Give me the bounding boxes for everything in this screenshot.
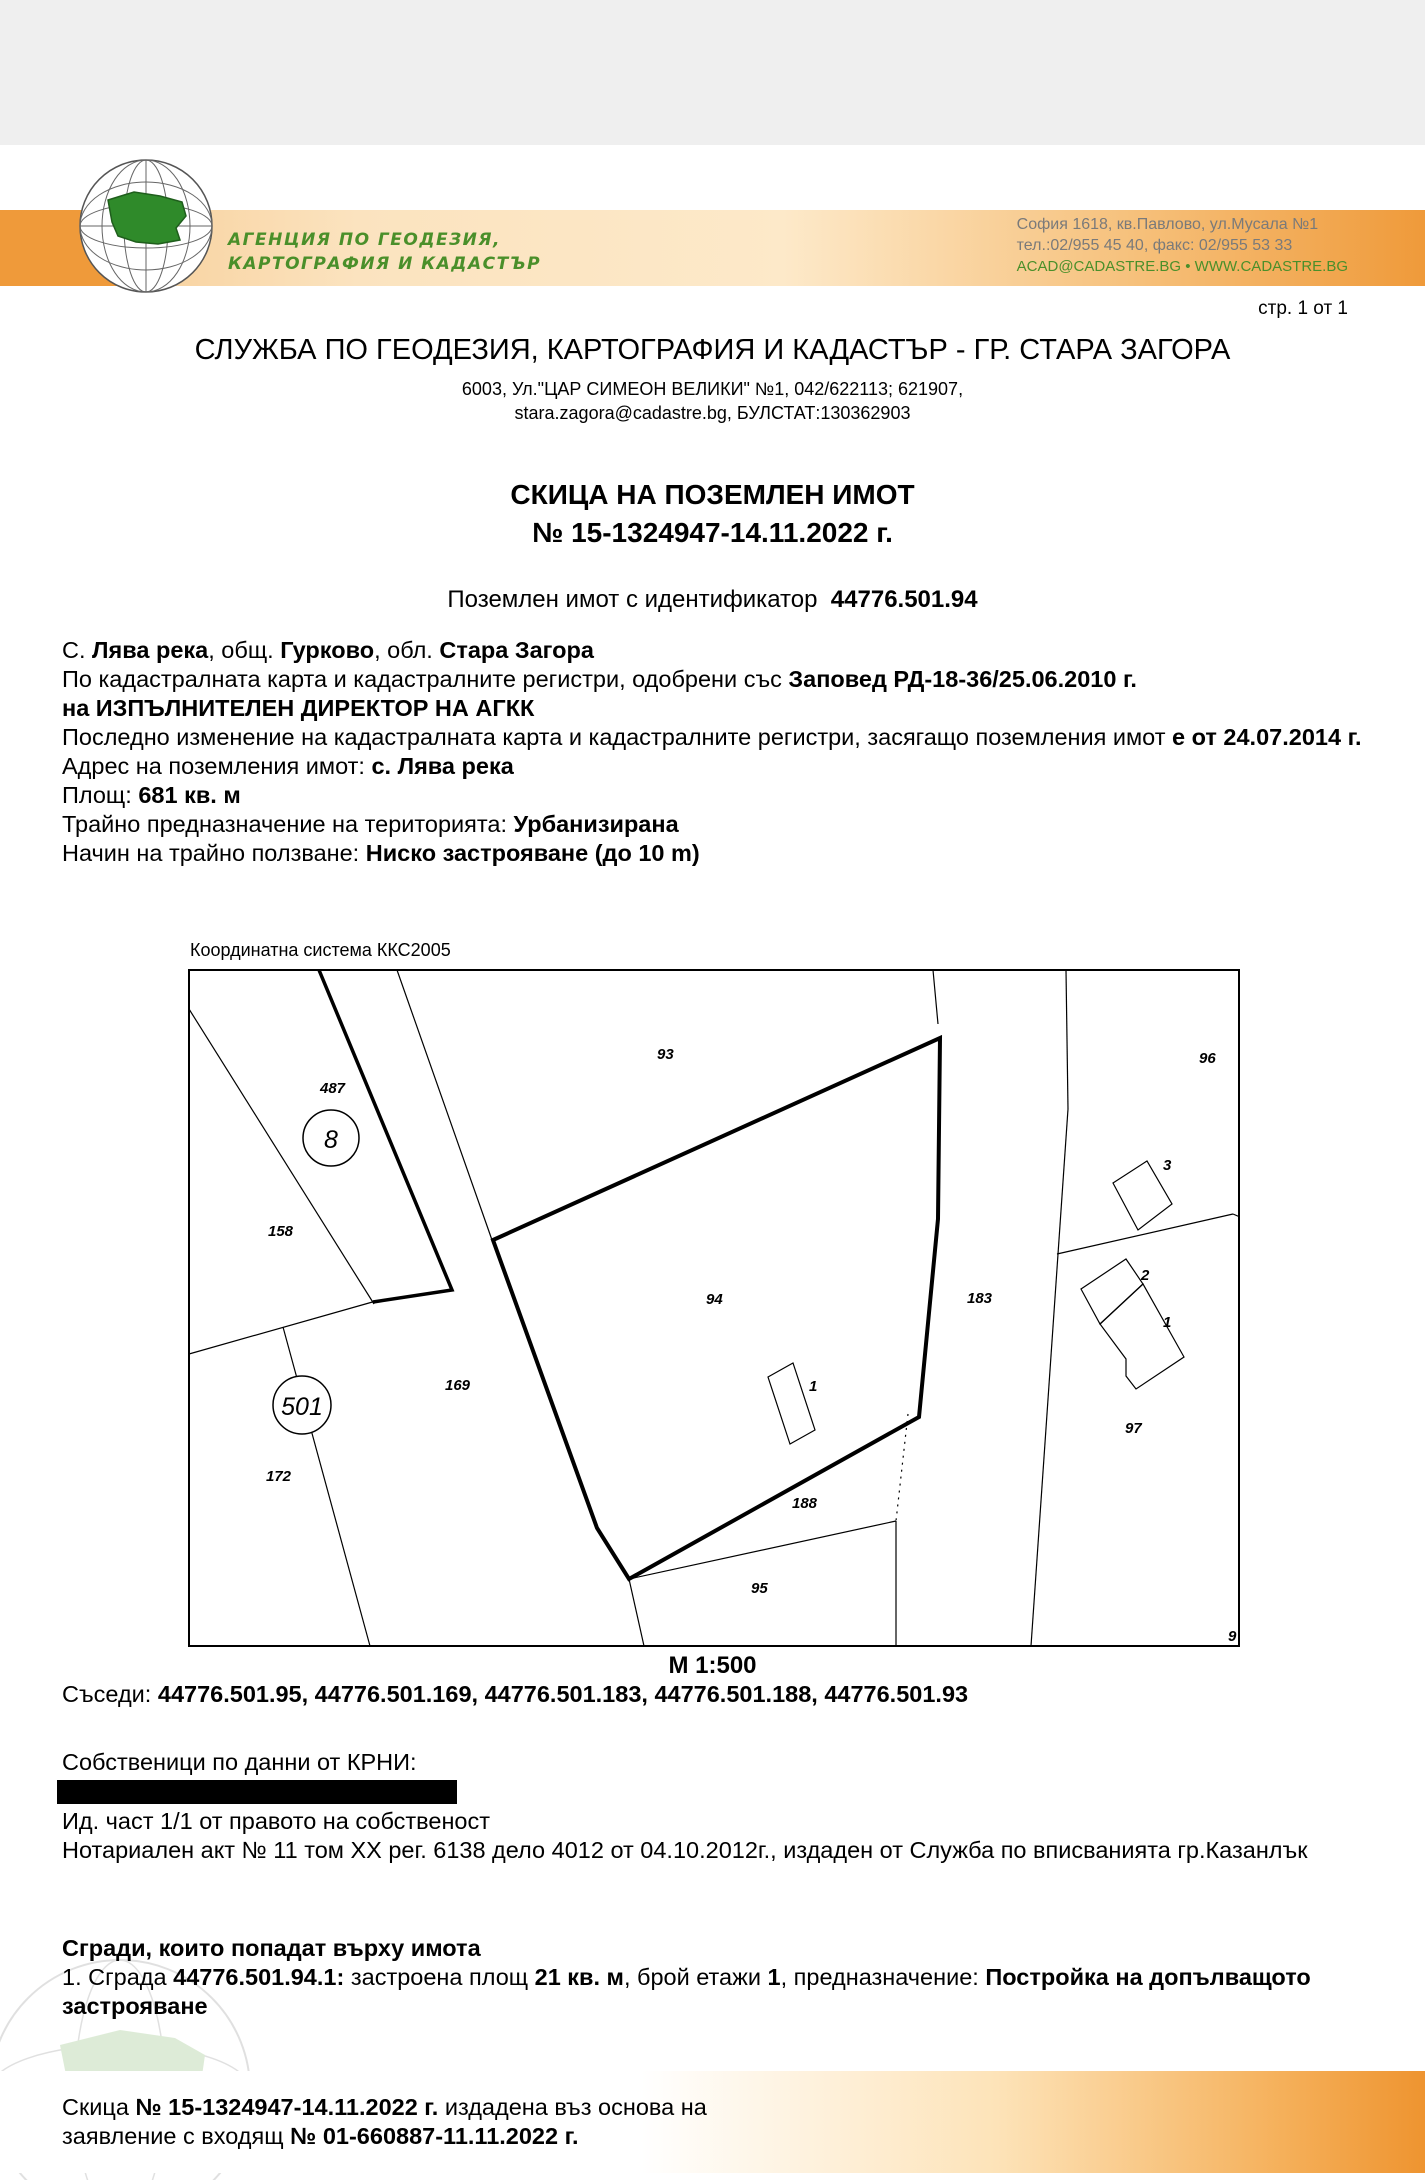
office-address-line1: 6003, Ул."ЦАР СИМЕОН ВЕЛИКИ" №1, 042/622113; 621907,: [461, 379, 964, 399]
label-169: 169: [445, 1377, 471, 1394]
building-purpose-label: , предназначение:: [780, 1964, 979, 1990]
label-487: 487: [320, 1080, 346, 1097]
building-floors-label: , брой етажи: [623, 1964, 761, 1990]
footer-note: [62, 2093, 707, 2151]
neighbors-line: [62, 1681, 968, 1708]
footer-sketch-number: № 15-1324947-14.11.2022 г.: [135, 2094, 439, 2120]
building-built-area: 21 кв. м: [534, 1964, 624, 1990]
property-info: [62, 636, 1372, 868]
identifier-label: Поземлен имот с идентификатор: [447, 586, 818, 613]
contact-address: София 1618, кв.Павлово, ул.Мусала №1: [1016, 216, 1319, 233]
map-scale: М 1:500: [668, 1652, 757, 1679]
usage-line: [62, 839, 1372, 868]
buildings-section: [62, 1934, 1372, 2021]
map-approval-line: [62, 665, 1372, 694]
owners-section: [62, 1748, 1372, 1865]
label-building-1: 1: [809, 1378, 818, 1395]
label-9: 9: [1228, 1628, 1237, 1645]
area-line: [62, 781, 1372, 810]
agency-name-line1: АГЕНЦИЯ ПО ГЕОДЕЗИЯ,: [228, 230, 501, 250]
label-93: 93: [657, 1046, 674, 1063]
location-obsht: , общ.: [208, 637, 274, 663]
last-change-value: е от 24.07.2014 г.: [1172, 724, 1362, 750]
document-title: [0, 476, 1425, 552]
document-number: № 15-1324947-14.11.2022 г.: [532, 517, 893, 548]
footer-middle: издадена въз основа на: [444, 2094, 707, 2120]
agency-name: [228, 228, 541, 276]
buildings-heading-text: Сгради, които попадат върху имота: [62, 1935, 481, 1961]
label-95: 95: [751, 1580, 768, 1597]
office-address: [0, 377, 1425, 425]
footer-line2-prefix: заявление с входящ: [62, 2123, 284, 2149]
building-item: [62, 1963, 1372, 2021]
label-building-1-right: 1: [1163, 1314, 1172, 1331]
footer-line1: [62, 2093, 707, 2122]
building-floors: 1: [767, 1964, 781, 1990]
buildings-heading: [62, 1934, 1372, 1963]
location-line: [62, 636, 1372, 665]
label-183: 183: [967, 1290, 993, 1307]
footer-line2: [62, 2122, 707, 2151]
label-96: 96: [1199, 1050, 1216, 1067]
purpose-line: [62, 810, 1372, 839]
location-prefix: С.: [62, 637, 86, 663]
ownership-share: Ид. част 1/1 от правото на собственост: [62, 1808, 491, 1834]
owners-label: Собственици по данни от КРНИ:: [62, 1749, 417, 1775]
building-id: 44776.501.94.1:: [173, 1964, 345, 1990]
purpose-value: Урбанизирана: [513, 811, 679, 837]
last-change-line: [62, 723, 1372, 752]
property-identifier: [0, 586, 1425, 614]
coordinate-system: Координатна система ККС2005: [190, 940, 451, 960]
map-frame: [189, 970, 1239, 1646]
label-circle-8: 8: [324, 1126, 338, 1154]
location-obl: , обл.: [374, 637, 433, 663]
building-built-label: застроена площ: [350, 1964, 529, 1990]
page-number: стр. 1 от 1: [1258, 298, 1348, 319]
cadastral-map: [188, 969, 1240, 1647]
address-value: с. Лява река: [371, 753, 514, 779]
area-value: 681 кв. м: [138, 782, 241, 808]
usage-label: Начин на трайно ползване:: [62, 840, 360, 866]
label-94: 94: [706, 1291, 723, 1308]
approval-authority: на ИЗПЪЛНИТЕЛЕН ДИРЕКТОР НА АГКК: [62, 695, 535, 721]
building-purpose: Постройка на допълващото застрояване: [62, 1964, 1311, 2019]
redacted-owner-name: [57, 1780, 457, 1804]
map-approval-text: По кадастралната карта и кадастралните регистри, одобрени със: [62, 666, 782, 692]
location-village: Лява река: [92, 637, 209, 663]
address-line: [62, 752, 1372, 781]
contact-web[interactable]: ACAD@CADASTRE.BG • WWW.CADASTRE.BG: [1016, 258, 1348, 275]
office-name: СЛУЖБА ПО ГЕОДЕЗИЯ, КАРТОГРАФИЯ И КАДАСТЪР - ГР. СТАРА ЗАГОРА: [194, 334, 1231, 366]
footer-prefix: Скица: [62, 2094, 129, 2120]
footer-application-number: № 01-660887-11.11.2022 г.: [290, 2123, 579, 2149]
map-approval-order: Заповед РД-18-36/25.06.2010 г.: [788, 666, 1137, 692]
agency-name-line2: КАРТОГРАФИЯ И КАДАСТЪР: [228, 254, 542, 274]
contact-phone: тел.:02/955 45 40, факс: 02/955 53 33: [1016, 237, 1293, 254]
usage-value: Ниско застрояване (до 10 m): [365, 840, 700, 866]
identifier-value: 44776.501.94: [830, 586, 978, 613]
label-circle-501: 501: [281, 1393, 323, 1421]
building-item-prefix: 1. Сграда: [62, 1964, 167, 1990]
label-172: 172: [266, 1468, 292, 1485]
label-97: 97: [1125, 1420, 1142, 1437]
neighbors-label: Съседи:: [62, 1681, 152, 1707]
label-188: 188: [792, 1495, 818, 1512]
location-region: Стара Загора: [439, 637, 594, 663]
office-address-line2: stara.zagora@cadastre.bg, БУЛСТАТ:130362903: [514, 403, 911, 423]
area-label: Площ:: [62, 782, 132, 808]
map-approval-authority: [62, 694, 1372, 723]
purpose-label: Трайно предназначение на територията:: [62, 811, 507, 837]
label-building-2: 2: [1141, 1267, 1150, 1284]
top-margin: [0, 0, 1425, 145]
agency-globe-logo-icon: [76, 156, 216, 296]
neighbors-value: 44776.501.95, 44776.501.169, 44776.501.183, 44776.501.188, 44776.501.93: [157, 1681, 969, 1707]
notary-deed: Нотариален акт № 11 том XX рег. 6138 дело 4012 от 04.10.2012г., издаден от Служба по вписванията гр.Казанлък: [62, 1837, 1308, 1863]
label-158: 158: [268, 1223, 294, 1240]
document-title-line1: СКИЦА НА ПОЗЕМЛЕН ИМОТ: [510, 479, 915, 510]
agency-contact: [1017, 214, 1348, 277]
label-building-3: 3: [1163, 1157, 1172, 1174]
last-change-text: Последно изменение на кадастралната карта и кадастралните регистри, засягащо поземления имот: [62, 724, 1166, 750]
address-label: Адрес на поземления имот:: [62, 753, 365, 779]
location-municipality: Гурково: [280, 637, 375, 663]
